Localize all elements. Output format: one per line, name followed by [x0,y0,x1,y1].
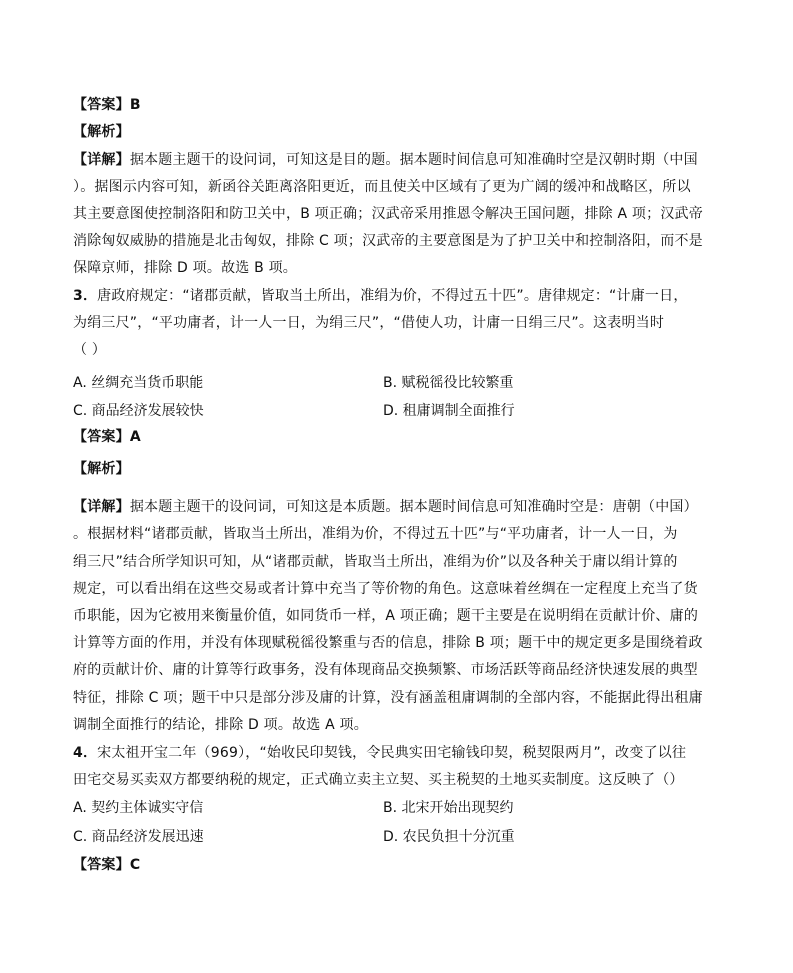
question-text: 唐政府规定：“诸郡贡献，皆取当土所出，准绢为价，不得过五十匹”。唐律规定：“计庸一日， [97,288,688,304]
question-stem: 田宅交易买卖双方都要纳税的规定，正式确立卖主立契、买主税契的土地买卖制度。这反映了（） [73,772,684,788]
option-a: A. 丝绸充当货币职能 [73,375,204,391]
detail-line: 。根据材料“诸郡贡献，皆取当土所出，准绢为价，不得过五十匹”与“平功庸者，计一人一日，为 [73,526,678,542]
detail-line: 府的贡献计价、庸的计算等行政事务，没有体现商品交换频繁、市场活跃等商品经济快速发展的典型 [73,662,698,678]
question-text: 宋太祖开宝二年（969），“始收民印契钱，令民典实田宅输钱印契，税契限两月”，改变了以往 [97,745,687,761]
option-b: B. 北宋开始出现契约 [383,800,514,816]
option-c: C. 商品经济发展迅速 [73,829,204,845]
detail-line [73,498,698,516]
answer-line [73,96,141,114]
answer-tag: 【答案】 [73,429,130,445]
answer-value: A [129,429,141,445]
option-b: B. 赋税徭役比较繁重 [383,375,514,391]
detail-line: 其主要意图使控制洛阳和防卫关中，B 项正确；汉武帝采用推恩令解决王国问题，排除 A 项；汉武帝 [73,206,703,222]
analysis-tag: 【解析】 [73,124,130,140]
question-stem: （ ） [73,342,107,358]
question-stem: 为绢三尺”，“平功庸者，计一人一日，为绢三尺”，“借使人功，计庸一日绢三尺”。这表明当时 [73,315,665,331]
option-c: C. 商品经济发展较快 [73,403,204,419]
option-d: D. 农民负担十分沉重 [383,829,515,845]
detail-tag: 【详解】 [73,152,130,168]
answer-value: B [129,97,141,113]
analysis-heading [73,460,130,478]
detail-line: 绢三尺”结合所学知识可知，从“诸郡贡献，皆取当土所出，准绢为价”以及各种关于庸以绢计算的 [73,554,678,570]
detail-line [73,151,698,169]
answer-value: C [129,857,141,873]
option-a: A. 契约主体诚实守信 [73,800,204,816]
detail-line: 币职能，因为它被用来衡量价值，如同货币一样，A 项正确；题干主要是在说明绢在贡献计价、庸的 [73,608,699,624]
detail-tag: 【详解】 [73,499,130,515]
analysis-heading [73,123,130,141]
detail-line: 消除匈奴威胁的措施是北击匈奴，排除 C 项；汉武帝的主要意图是为了护卫关中和控制洛阳，而不是 [73,233,703,249]
detail-text: 据本题主题干的设问词，可知这是目的题。据本题时间信息可知准确时空是汉朝时期（中国 [129,152,698,168]
answer-line [73,428,141,446]
answer-line [73,856,140,874]
detail-text: 据本题主题干的设问词，可知这是本质题。据本题时间信息可知准确时空是：唐朝（中国） [129,499,698,515]
detail-line: ）。据图示内容可知，新函谷关距离洛阳更近，而且使关中区域有了更为广阔的缓冲和战略区，所以 [73,179,691,195]
question-number: 4． [73,745,98,761]
detail-line: 保障京师，排除 D 项。故选 B 项。 [73,260,297,276]
detail-line: 计算等方面的作用，并没有体现赋税徭役繁重与否的信息，排除 B 项；题干中的规定更多是围绕着政 [73,635,703,651]
detail-line: 规定，可以看出绢在这些交易或者计算中充当了等价物的角色。这意味着丝绸在一定程度上充当了货 [73,581,698,597]
answer-tag: 【答案】 [73,97,130,113]
analysis-tag: 【解析】 [73,461,130,477]
question-stem [73,287,688,305]
answer-tag: 【答案】 [73,857,130,873]
detail-line: 调制全面推行的结论，排除 D 项。故选 A 项。 [73,717,368,733]
option-d: D. 租庸调制全面推行 [383,403,515,419]
question-number: 3． [73,288,98,304]
detail-line: 特征，排除 C 项；题干中只是部分涉及庸的计算，没有涵盖租庸调制的全部内容，不能据此得出租庸 [73,690,703,706]
question-stem [73,744,686,762]
